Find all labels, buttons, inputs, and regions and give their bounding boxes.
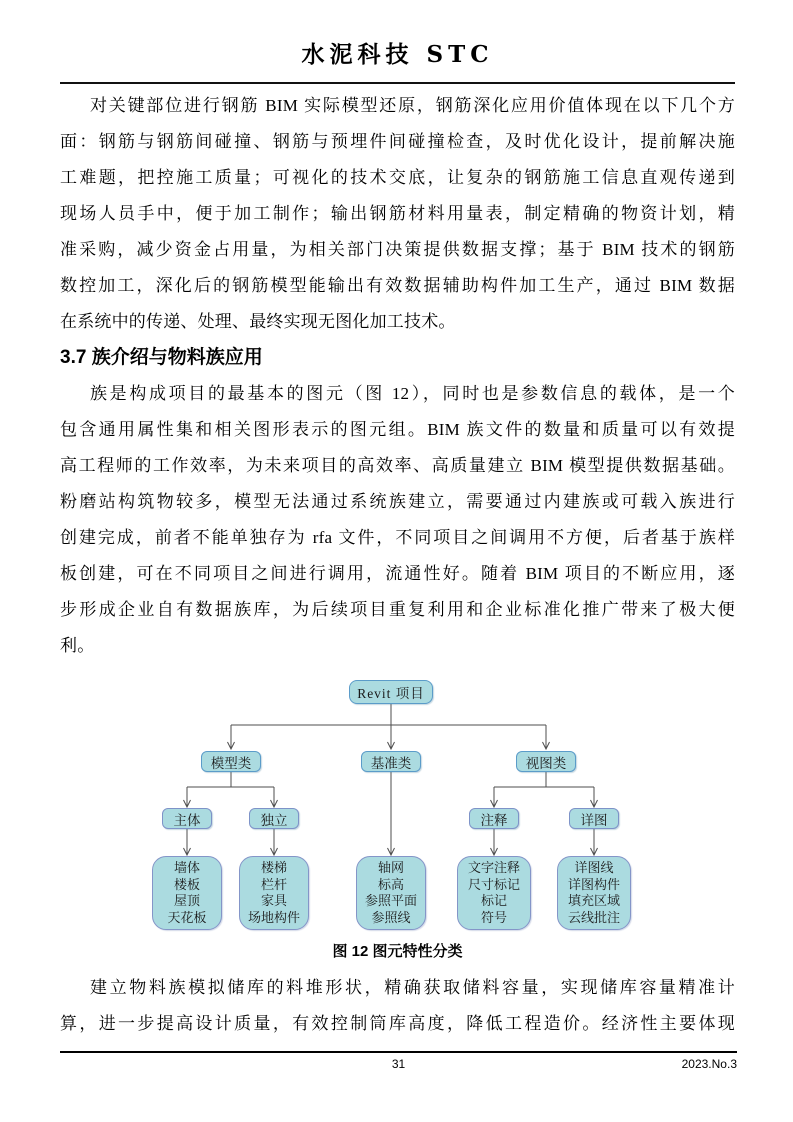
leaf-line: 墙体: [173, 860, 200, 875]
leaf-line: 详图线: [574, 860, 614, 875]
body-line: 步形成企业自有数据族库，为后续项目重复利用和企业标准化推广带来了极大便: [60, 600, 735, 619]
leaf-line: 栏杆: [260, 876, 287, 892]
page-number: 31: [391, 1057, 406, 1071]
leaf-line: 尺寸标记: [467, 876, 520, 892]
leaf-standalone-items: [239, 856, 309, 930]
body-line: 对关键部位进行钢筋 BIM 实际模型还原，钢筋深化应用价值体现在以下几个方: [90, 96, 735, 115]
body-line: 工难题，把控施工质量；可视化的技术交底，让复杂的钢筋施工信息直观传递到: [60, 168, 735, 187]
leaf-line: 符号: [480, 909, 507, 925]
leaf-annotation-items: [457, 856, 531, 930]
paragraph-2: [60, 376, 735, 664]
leaf-line: 屋顶: [173, 893, 200, 908]
leaf-line: 参照线: [371, 909, 411, 925]
paragraph-1: [60, 88, 735, 340]
node-datum-class: 基准类: [361, 751, 421, 772]
page-content: [60, 0, 735, 1042]
body-line: 算，进一步提高设计质量，有效控制筒库高度，降低工程造价。经济性主要体现: [60, 1014, 735, 1033]
leaf-detail-items: [557, 856, 631, 930]
section-heading-3-7: 3.7 族介绍与物料族应用: [60, 347, 263, 368]
issue-number: 2023.No.3: [681, 1057, 737, 1071]
leaf-line: 轴网: [377, 860, 404, 875]
leaf-line: 楼板: [173, 876, 200, 892]
leaf-datum-items: [356, 856, 426, 930]
body-line: 准采购，减少资金占用量，为相关部门决策提供数据支撑；基于 BIM 技术的钢筋: [60, 240, 735, 259]
body-line: 高工程师的工作效率，为未来项目的高效率、高质量建立 BIM 模型提供数据基础。: [60, 456, 735, 475]
paragraph-3: [60, 970, 735, 1042]
node-standalone: 独立: [249, 808, 299, 829]
node-annotation: 注释: [469, 808, 519, 829]
body-line: 族是构成项目的最基本的图元（图 12），同时也是参数信息的载体，是一个: [90, 384, 735, 403]
leaf-line: 文字注释: [467, 860, 520, 875]
leaf-line: 标高: [377, 876, 404, 892]
leaf-line: 家具: [260, 893, 287, 908]
journal-header-title: 水泥科技 STC: [301, 41, 494, 68]
body-line: 粉磨站构筑物较多，模型无法通过系统族建立，需要通过内建族或可载入族进行: [60, 492, 735, 511]
body-line: 利。: [60, 636, 95, 655]
node-detail: 详图: [569, 808, 619, 829]
body-line: 包含通用属性集和相关图形表示的图元组。BIM 族文件的数量和质量可以有效提: [60, 420, 735, 439]
leaf-line: 楼梯: [260, 860, 287, 875]
header-rule: [60, 82, 735, 84]
body-line: 创建完成，前者不能单独存为 rfa 文件，不同项目之间调用不方便，后者基于族样: [60, 528, 735, 547]
leaf-line: 填充区域: [567, 893, 620, 908]
figure-diagram-element-classification: [60, 672, 735, 938]
body-line: 数控加工，深化后的钢筋模型能输出有效数据辅助构件加工生产，通过 BIM 数据: [60, 276, 735, 295]
leaf-line: 场地构件: [247, 909, 300, 925]
node-revit-project: Revit 项目: [349, 680, 433, 704]
leaf-line: 标记: [480, 893, 507, 908]
leaf-line: 天花板: [167, 909, 207, 925]
node-model-class: 模型类: [201, 751, 261, 772]
footer-row: [60, 1053, 737, 1075]
figure-caption: 图 12 图元特性分类: [332, 943, 463, 960]
node-view-class: 视图类: [516, 751, 576, 772]
leaf-line: 参照平面: [364, 893, 417, 908]
body-line: 在系统中的传递、处理、最终实现无图化加工技术。: [60, 312, 456, 331]
body-line: 面：钢筋与钢筋间碰撞、钢筋与预埋件间碰撞检查，及时优化设计，提前解决施: [60, 132, 735, 151]
body-line: 现场人员手中，便于加工制作；输出钢筋材料用量表，制定精确的物资计划，精: [60, 204, 735, 223]
node-host: 主体: [162, 808, 212, 829]
body-line: 建立物料族模拟储库的料堆形状，精确获取储料容量，实现储库容量精准计: [90, 978, 735, 997]
leaf-line: 云线批注: [567, 909, 620, 925]
page-footer: [60, 1051, 737, 1075]
body-line: 板创建，可在不同项目之间进行调用，流通性好。随着 BIM 项目的不断应用，逐: [60, 564, 735, 583]
leaf-host-items: [152, 856, 222, 930]
leaf-line: 详图构件: [567, 876, 620, 892]
